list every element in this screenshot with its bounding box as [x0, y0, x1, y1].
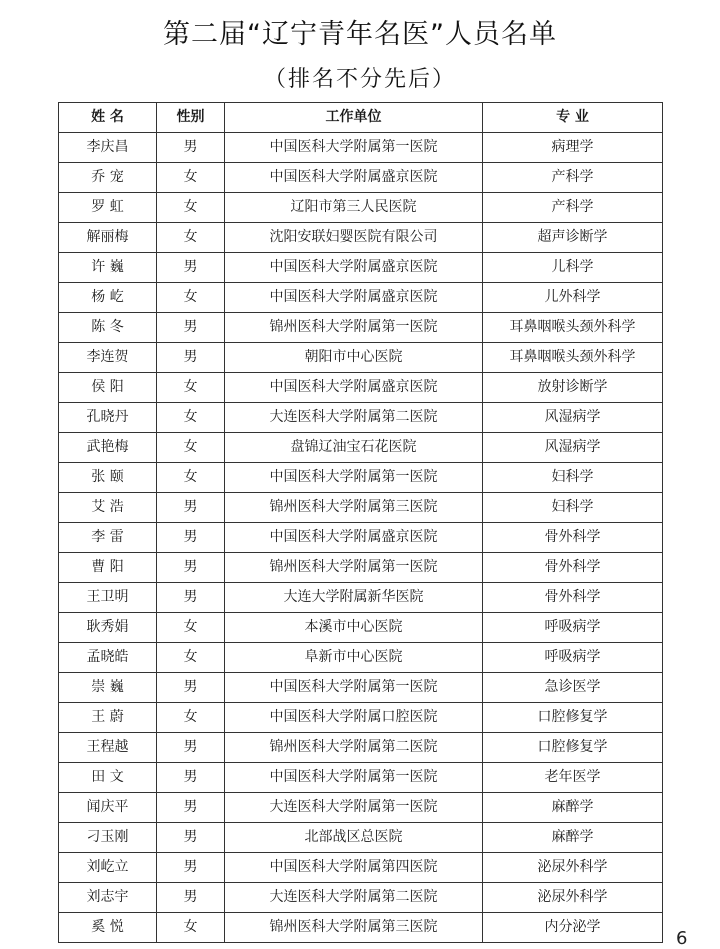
document-subtitle: （排名不分先后）: [263, 67, 456, 92]
cell-name: 王卫明: [59, 583, 157, 613]
table-row: [59, 553, 663, 583]
cell-workplace: 锦州医科大学附属第三医院: [225, 913, 483, 943]
cell-workplace: 朝阳市中心医院: [225, 343, 483, 373]
cell-workplace: 锦州医科大学附属第二医院: [225, 733, 483, 763]
table-row: [59, 163, 663, 193]
cell-specialty: 儿外科学: [483, 283, 663, 313]
cell-workplace: 大连医科大学附属第二医院: [225, 883, 483, 913]
cell-specialty: 骨外科学: [483, 583, 663, 613]
cell-name: 李庆昌: [59, 133, 157, 163]
document-title: 第二届“辽宁青年名医”人员名单: [163, 19, 557, 50]
cell-specialty: 骨外科学: [483, 523, 663, 553]
cell-gender: 男: [157, 133, 225, 163]
cell-workplace: 北部战区总医院: [225, 823, 483, 853]
header-specialty: 专 业: [483, 103, 663, 133]
cell-specialty: 内分泌学: [483, 913, 663, 943]
table-row: [59, 283, 663, 313]
cell-gender: 女: [157, 463, 225, 493]
cell-specialty: 超声诊断学: [483, 223, 663, 253]
cell-gender: 男: [157, 823, 225, 853]
cell-gender: 男: [157, 493, 225, 523]
cell-gender: 男: [157, 313, 225, 343]
table-row: [59, 133, 663, 163]
cell-specialty: 妇科学: [483, 463, 663, 493]
cell-specialty: 产科学: [483, 163, 663, 193]
cell-workplace: 中国医科大学附属口腔医院: [225, 703, 483, 733]
cell-workplace: 中国医科大学附属第四医院: [225, 853, 483, 883]
cell-specialty: 产科学: [483, 193, 663, 223]
cell-name: 孔晓丹: [59, 403, 157, 433]
cell-workplace: 辽阳市第三人民医院: [225, 193, 483, 223]
cell-name: 刘屹立: [59, 853, 157, 883]
cell-workplace: 大连医科大学附属第二医院: [225, 403, 483, 433]
table-row: [59, 793, 663, 823]
cell-name: 张 颐: [59, 463, 157, 493]
cell-specialty: 麻醉学: [483, 823, 663, 853]
cell-specialty: 老年医学: [483, 763, 663, 793]
cell-gender: 男: [157, 733, 225, 763]
cell-gender: 女: [157, 283, 225, 313]
cell-name: 杨 屹: [59, 283, 157, 313]
cell-name: 崇 巍: [59, 673, 157, 703]
cell-gender: 男: [157, 583, 225, 613]
table-row: [59, 463, 663, 493]
cell-specialty: 泌尿外科学: [483, 883, 663, 913]
cell-workplace: 大连医科大学附属第一医院: [225, 793, 483, 823]
cell-gender: 女: [157, 643, 225, 673]
cell-gender: 女: [157, 193, 225, 223]
cell-specialty: 急诊医学: [483, 673, 663, 703]
header-workplace: 工作单位: [225, 103, 483, 133]
cell-workplace: 锦州医科大学附属第一医院: [225, 313, 483, 343]
cell-workplace: 中国医科大学附属盛京医院: [225, 163, 483, 193]
cell-name: 王 蔚: [59, 703, 157, 733]
cell-gender: 女: [157, 703, 225, 733]
cell-workplace: 中国医科大学附属第一医院: [225, 763, 483, 793]
cell-specialty: 儿科学: [483, 253, 663, 283]
cell-specialty: 骨外科学: [483, 553, 663, 583]
cell-name: 耿秀娟: [59, 613, 157, 643]
cell-gender: 男: [157, 343, 225, 373]
cell-workplace: 中国医科大学附属第一医院: [225, 673, 483, 703]
table-row: [59, 673, 663, 703]
cell-workplace: 锦州医科大学附属第一医院: [225, 553, 483, 583]
cell-specialty: 泌尿外科学: [483, 853, 663, 883]
cell-specialty: 口腔修复学: [483, 733, 663, 763]
table-row: [59, 763, 663, 793]
table-row: [59, 733, 663, 763]
table-body: [59, 133, 663, 943]
table-row: [59, 343, 663, 373]
table-row: [59, 253, 663, 283]
cell-specialty: 风湿病学: [483, 403, 663, 433]
cell-name: 陈 冬: [59, 313, 157, 343]
cell-gender: 女: [157, 373, 225, 403]
cell-name: 刁玉刚: [59, 823, 157, 853]
cell-name: 李连贺: [59, 343, 157, 373]
cell-name: 奚 悦: [59, 913, 157, 943]
cell-workplace: 锦州医科大学附属第三医院: [225, 493, 483, 523]
cell-specialty: 风湿病学: [483, 433, 663, 463]
table-row: [59, 403, 663, 433]
cell-name: 孟晓皓: [59, 643, 157, 673]
cell-specialty: 病理学: [483, 133, 663, 163]
cell-name: 武艳梅: [59, 433, 157, 463]
cell-name: 艾 浩: [59, 493, 157, 523]
table-row: [59, 433, 663, 463]
table-row: [59, 583, 663, 613]
table-row: [59, 613, 663, 643]
cell-name: 闻庆平: [59, 793, 157, 823]
cell-gender: 女: [157, 223, 225, 253]
cell-workplace: 中国医科大学附属盛京医院: [225, 253, 483, 283]
table-row: [59, 703, 663, 733]
cell-specialty: 耳鼻咽喉头颈外科学: [483, 313, 663, 343]
cell-specialty: 呼吸病学: [483, 643, 663, 673]
cell-gender: 男: [157, 253, 225, 283]
cell-workplace: 阜新市中心医院: [225, 643, 483, 673]
table-row: [59, 883, 663, 913]
header-name: 姓 名: [59, 103, 157, 133]
table-row: [59, 193, 663, 223]
cell-specialty: 呼吸病学: [483, 613, 663, 643]
cell-name: 解丽梅: [59, 223, 157, 253]
table-header-row: [59, 103, 663, 133]
table-row: [59, 493, 663, 523]
table-row: [59, 853, 663, 883]
cell-specialty: 口腔修复学: [483, 703, 663, 733]
cell-gender: 男: [157, 793, 225, 823]
cell-name: 乔 宠: [59, 163, 157, 193]
table-row: [59, 313, 663, 343]
cell-name: 侯 阳: [59, 373, 157, 403]
cell-workplace: 沈阳安联妇婴医院有限公司: [225, 223, 483, 253]
cell-name: 许 巍: [59, 253, 157, 283]
table-row: [59, 523, 663, 553]
cell-name: 罗 虹: [59, 193, 157, 223]
cell-name: 曹 阳: [59, 553, 157, 583]
cell-workplace: 中国医科大学附属第一医院: [225, 133, 483, 163]
cell-gender: 男: [157, 553, 225, 583]
cell-name: 刘志宇: [59, 883, 157, 913]
table-row: [59, 643, 663, 673]
page-number: 6: [676, 928, 688, 949]
roster-table: [58, 102, 663, 943]
table-row: [59, 823, 663, 853]
cell-specialty: 放射诊断学: [483, 373, 663, 403]
cell-gender: 女: [157, 163, 225, 193]
cell-gender: 男: [157, 673, 225, 703]
cell-gender: 男: [157, 523, 225, 553]
cell-gender: 男: [157, 883, 225, 913]
cell-specialty: 耳鼻咽喉头颈外科学: [483, 343, 663, 373]
cell-gender: 女: [157, 433, 225, 463]
cell-workplace: 本溪市中心医院: [225, 613, 483, 643]
cell-workplace: 大连大学附属新华医院: [225, 583, 483, 613]
cell-name: 李 雷: [59, 523, 157, 553]
cell-gender: 男: [157, 853, 225, 883]
cell-name: 王程越: [59, 733, 157, 763]
cell-workplace: 盘锦辽油宝石花医院: [225, 433, 483, 463]
cell-specialty: 妇科学: [483, 493, 663, 523]
cell-workplace: 中国医科大学附属第一医院: [225, 463, 483, 493]
cell-gender: 女: [157, 913, 225, 943]
cell-specialty: 麻醉学: [483, 793, 663, 823]
cell-workplace: 中国医科大学附属盛京医院: [225, 373, 483, 403]
table-row: [59, 913, 663, 943]
cell-name: 田 文: [59, 763, 157, 793]
cell-gender: 男: [157, 763, 225, 793]
table-row: [59, 223, 663, 253]
cell-gender: 女: [157, 403, 225, 433]
table-row: [59, 373, 663, 403]
cell-workplace: 中国医科大学附属盛京医院: [225, 283, 483, 313]
cell-workplace: 中国医科大学附属盛京医院: [225, 523, 483, 553]
header-gender: 性别: [157, 103, 225, 133]
cell-gender: 女: [157, 613, 225, 643]
